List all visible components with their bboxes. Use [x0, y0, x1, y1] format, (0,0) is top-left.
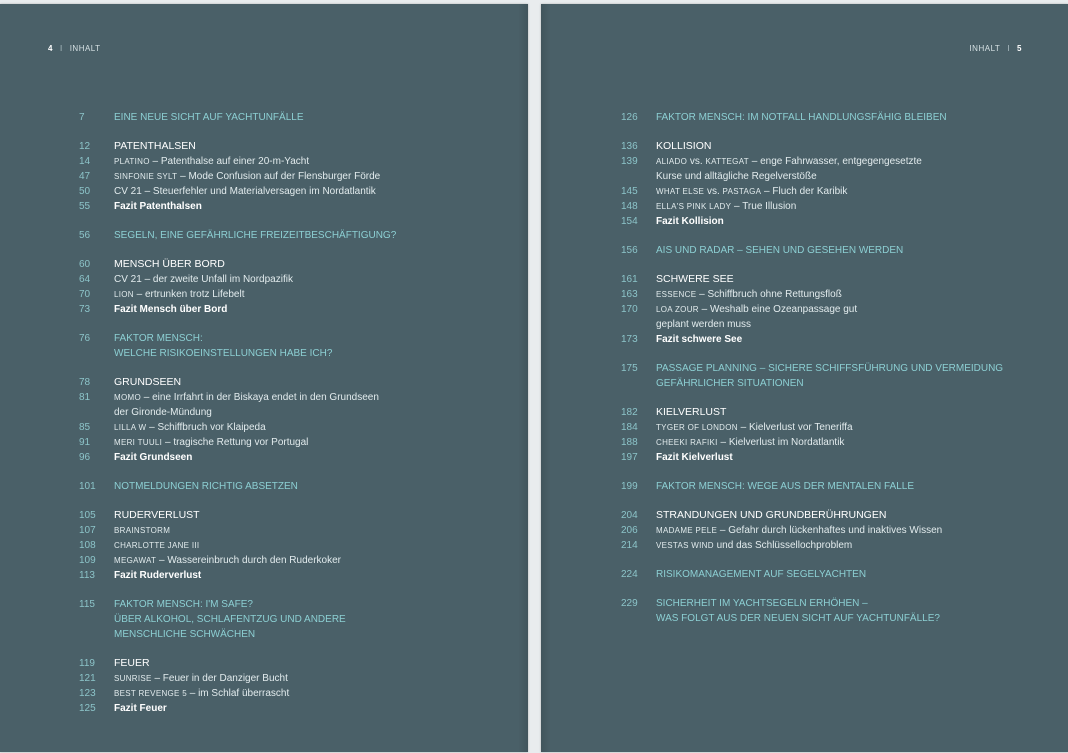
toc-entry-text: Fazit Ruderverlust [114, 570, 202, 581]
toc-entry-text: Kurse und alltägliche Regelverstöße [656, 171, 817, 182]
toc-entry-text: Fazit Patenthalsen [114, 201, 202, 212]
entry-description: – Mode Confusion auf der Flensburger Förde [177, 171, 381, 182]
toc-section-continuation[interactable] [621, 376, 1041, 391]
page-number: 4 [48, 44, 53, 53]
toc-major-section[interactable] [621, 596, 1041, 611]
entry-description: – Wassereinbruch durch den Ruderkoker [156, 555, 341, 566]
toc-page-number: 170 [621, 304, 638, 315]
toc-page-number: 199 [621, 481, 638, 492]
entry-description: CV 21 – Steuerfehler und Materialversagen im Nordatlantik [114, 186, 376, 197]
toc-page-number: 47 [79, 171, 91, 182]
table-of-contents [621, 110, 1041, 626]
entry-description: – Kielverlust im Nordatlantik [717, 437, 845, 448]
toc-entry-text: KIELVERLUST [656, 406, 727, 418]
toc-case-entry[interactable] [621, 420, 1041, 435]
right-page [541, 4, 1068, 752]
toc-entry-text [656, 420, 853, 435]
toc-page-number: 76 [79, 333, 91, 344]
toc-case-entry[interactable] [79, 553, 499, 568]
toc-entry-text: AIS UND RADAR – SEHEN UND GESEHEN WERDEN [656, 245, 904, 256]
toc-entry-text: FEUER [114, 657, 150, 669]
toc-chapter-heading[interactable] [621, 272, 1041, 287]
toc-chapter-heading[interactable] [621, 139, 1041, 154]
toc-page-number: 126 [621, 112, 638, 123]
toc-page-number: 73 [79, 304, 91, 315]
yacht-name: MADAME PELE [656, 526, 718, 535]
table-of-contents [79, 110, 499, 716]
yacht-name: WHAT ELSE [656, 187, 705, 196]
toc-entry-text: MENSCH ÜBER BORD [114, 258, 225, 270]
toc-entry-text: FAKTOR MENSCH: [114, 333, 203, 344]
section-gap [621, 229, 1041, 243]
yacht-name: ESSENCE [656, 290, 697, 299]
toc-entry-text [656, 523, 942, 538]
spine-shadow [518, 4, 528, 752]
toc-page-number: 64 [79, 274, 91, 285]
toc-page-number: 214 [621, 540, 638, 551]
toc-page-number: 184 [621, 422, 638, 433]
toc-chapter-heading[interactable] [79, 508, 499, 523]
toc-case-entry[interactable] [79, 420, 499, 435]
section-gap [79, 642, 499, 656]
section-gap [621, 553, 1041, 567]
toc-page-number: 173 [621, 334, 638, 345]
yacht-name: MOMO [114, 393, 141, 402]
toc-entry-text: NOTMELDUNGEN RICHTIG ABSETZEN [114, 481, 298, 492]
toc-page-number: 12 [79, 141, 91, 152]
toc-entry-text: Fazit schwere See [656, 334, 743, 345]
yacht-name: LILLA W [114, 423, 147, 432]
yacht-name: LOA ZOUR [656, 305, 699, 314]
entry-description: CV 21 – der zweite Unfall im Nordpazifik [114, 274, 293, 285]
entry-description: – Fluch der Karibik [761, 186, 848, 197]
header-separator: I [59, 44, 63, 53]
toc-page-number: 115 [79, 599, 95, 610]
entry-description: – Feuer in der Danziger Bucht [151, 673, 288, 684]
yacht-name: KATTEGAT [705, 157, 749, 166]
toc-summary-entry[interactable] [79, 199, 499, 214]
yacht-name: LION [114, 290, 134, 299]
toc-page-number: 55 [79, 201, 91, 212]
toc-summary-entry[interactable] [621, 450, 1041, 465]
toc-continuation-line[interactable] [621, 317, 1041, 332]
toc-major-section[interactable] [79, 479, 499, 494]
page-header [48, 44, 101, 53]
page-header [969, 44, 1022, 53]
toc-major-section[interactable] [621, 361, 1041, 376]
toc-entry-text: PATENTHALSEN [114, 140, 196, 152]
toc-case-entry[interactable] [79, 671, 499, 686]
entry-description: – tragische Rettung vor Portugal [162, 437, 309, 448]
toc-case-entry[interactable] [79, 154, 499, 169]
yacht-name: BEST REVENGE 5 [114, 689, 187, 698]
toc-page-number: 121 [79, 673, 96, 684]
toc-major-section[interactable] [621, 243, 1041, 258]
section-gap [621, 582, 1041, 596]
toc-section-continuation[interactable] [79, 346, 499, 361]
section-gap [79, 125, 499, 139]
toc-entry-text [114, 538, 199, 553]
toc-page-number: 101 [79, 481, 96, 492]
toc-entry-text [656, 199, 796, 214]
toc-page-number: 81 [79, 392, 91, 403]
entry-description: – Schiffbruch ohne Rettungsfloß [696, 289, 842, 300]
page-number: 5 [1017, 44, 1022, 53]
toc-case-entry[interactable] [79, 686, 499, 701]
section-gap [79, 494, 499, 508]
toc-case-entry[interactable] [621, 184, 1041, 199]
toc-entry-text: Fazit Kollision [656, 216, 724, 227]
entry-description: – Kielverlust vor Teneriffa [737, 422, 853, 433]
section-gap [621, 494, 1041, 508]
toc-case-entry[interactable] [621, 523, 1041, 538]
left-page [0, 4, 528, 752]
toc-chapter-heading[interactable] [79, 375, 499, 390]
toc-section-continuation[interactable] [621, 611, 1041, 626]
toc-case-entry[interactable] [621, 302, 1041, 317]
section-gap [79, 583, 499, 597]
toc-entry-text: SEGELN, EINE GEFÄHRLICHE FREIZEITBESCHÄFTIGUNG? [114, 230, 397, 241]
toc-case-entry[interactable] [79, 287, 499, 302]
toc-page-number: 109 [79, 555, 96, 566]
toc-summary-entry[interactable] [79, 568, 499, 583]
toc-page-number: 85 [79, 422, 91, 433]
toc-entry-text [114, 272, 293, 287]
toc-entry-text [114, 435, 308, 450]
toc-entry-text: STRANDUNGEN UND GRUNDBERÜHRUNGEN [656, 509, 887, 521]
toc-page-number: 175 [621, 363, 638, 374]
yacht-name: PLATINO [114, 157, 150, 166]
yacht-name: SINFONIE SYLT [114, 172, 178, 181]
entry-description: – ertrunken trotz Lifebelt [133, 289, 245, 300]
toc-chapter-heading[interactable] [79, 139, 499, 154]
toc-case-entry[interactable] [621, 154, 1041, 169]
toc-entry-text [114, 671, 288, 686]
toc-page-number: 14 [79, 156, 91, 167]
toc-entry-text [656, 287, 842, 302]
toc-page-number: 50 [79, 186, 91, 197]
yacht-name: BRAINSTORM [114, 526, 171, 535]
toc-entry-text [656, 184, 847, 199]
entry-description: und das Schlüssellochproblem [713, 540, 853, 551]
toc-continuation-line[interactable] [621, 169, 1041, 184]
toc-case-entry[interactable] [79, 435, 499, 450]
toc-page-number: 105 [79, 510, 96, 521]
toc-page-number: 70 [79, 289, 91, 300]
toc-page-number: 123 [79, 688, 96, 699]
yacht-name: ELLA'S PINK LADY [656, 202, 732, 211]
toc-case-entry[interactable] [621, 435, 1041, 450]
entry-description: vs. [687, 156, 706, 167]
toc-entry-text: GRUNDSEEN [114, 376, 182, 388]
toc-case-entry[interactable] [621, 287, 1041, 302]
header-section-title: INHALT [969, 44, 1001, 53]
toc-case-entry[interactable] [79, 272, 499, 287]
section-gap [621, 258, 1041, 272]
entry-description: – Gefahr durch lückenhaftes und inaktives Wissen [717, 525, 943, 536]
toc-entry-text: Fazit Grundseen [114, 452, 193, 463]
toc-entry-text [114, 154, 309, 169]
entry-description: – enge Fahrwasser, entgegengesetzte [748, 156, 922, 167]
header-separator: I [1007, 44, 1011, 53]
toc-page-number: 197 [621, 452, 638, 463]
toc-summary-entry[interactable] [79, 302, 499, 317]
toc-entry-text: Fazit Kielverlust [656, 452, 733, 463]
entry-description: vs. [704, 186, 723, 197]
entry-description: – Patenthalse auf einer 20-m-Yacht [149, 156, 310, 167]
toc-page-number: 136 [621, 141, 638, 152]
entry-description: – Schiffbruch vor Klaipeda [146, 422, 266, 433]
toc-major-section[interactable] [79, 331, 499, 346]
toc-page-number: 78 [79, 377, 91, 388]
yacht-name: VESTAS WIND [656, 541, 714, 550]
toc-entry-text [114, 390, 379, 405]
toc-page-number: 188 [621, 437, 638, 448]
toc-page-number: 125 [79, 703, 96, 714]
section-gap [79, 214, 499, 228]
toc-chapter-heading[interactable] [621, 508, 1041, 523]
toc-page-number: 60 [79, 259, 91, 270]
toc-page-number: 7 [79, 112, 85, 123]
toc-page-number: 161 [621, 274, 638, 285]
toc-entry-text: Fazit Mensch über Bord [114, 304, 228, 315]
section-gap [79, 361, 499, 375]
yacht-name: TYGER OF LONDON [656, 423, 738, 432]
toc-entry-text: WAS FOLGT AUS DER NEUEN SICHT AUF YACHTUNFÄLLE? [656, 613, 940, 624]
toc-page-number: 119 [79, 658, 95, 669]
section-gap [79, 465, 499, 479]
toc-page-number: 91 [79, 437, 91, 448]
section-gap [621, 125, 1041, 139]
toc-page-number: 224 [621, 569, 638, 580]
toc-section-continuation[interactable] [79, 627, 499, 642]
toc-entry-text: PASSAGE PLANNING – SICHERE SCHIFFSFÜHRUNG UND VERMEIDUNG [656, 363, 1004, 374]
toc-chapter-heading[interactable] [79, 656, 499, 671]
toc-entry-text [114, 184, 376, 199]
toc-entry-text [114, 523, 170, 538]
toc-entry-text: geplant werden muss [656, 319, 752, 330]
toc-entry-text: FAKTOR MENSCH: IM NOTFALL HANDLUNGSFÄHIG BLEIBEN [656, 112, 947, 123]
toc-entry-text [114, 169, 380, 184]
toc-major-section[interactable] [621, 567, 1041, 582]
toc-page-number: 108 [79, 540, 96, 551]
toc-entry-text: SCHWERE SEE [656, 273, 734, 285]
entry-description: – im Schlaf überrascht [186, 688, 290, 699]
toc-page-number: 163 [621, 289, 638, 300]
toc-entry-text: RISIKOMANAGEMENT AUF SEGELYACHTEN [656, 569, 867, 580]
toc-entry-text [656, 538, 852, 553]
toc-summary-entry[interactable] [79, 450, 499, 465]
section-gap [79, 243, 499, 257]
toc-entry-text [656, 302, 857, 317]
entry-description: – Weshalb eine Ozeanpassage gut [698, 304, 858, 315]
toc-major-section[interactable] [621, 479, 1041, 494]
toc-entry-text: Fazit Feuer [114, 703, 167, 714]
yacht-name: PASTAGA [722, 187, 762, 196]
toc-entry-text [656, 154, 922, 169]
toc-case-entry[interactable] [621, 199, 1041, 214]
toc-page-number: 145 [621, 186, 638, 197]
toc-case-entry[interactable] [79, 184, 499, 199]
toc-entry-text [656, 435, 844, 450]
yacht-name: CHARLOTTE JANE III [114, 541, 200, 550]
toc-chapter-heading[interactable] [621, 405, 1041, 420]
entry-description: – eine Irrfahrt in der Biskaya endet in den Grundseen [140, 392, 379, 403]
toc-continuation-line[interactable] [79, 405, 499, 420]
toc-page-number: 204 [621, 510, 638, 521]
toc-page-number: 96 [79, 452, 91, 463]
toc-page-number: 182 [621, 407, 638, 418]
yacht-name: MEGAWAT [114, 556, 157, 565]
toc-entry-text: ÜBER ALKOHOL, SCHLAFENTZUG UND ANDERE [114, 614, 346, 625]
toc-chapter-heading[interactable] [79, 257, 499, 272]
spine-shadow [541, 4, 551, 752]
section-gap [621, 391, 1041, 405]
header-section-title: INHALT [69, 44, 101, 53]
toc-case-entry[interactable] [79, 390, 499, 405]
entry-description: – True Illusion [731, 201, 797, 212]
toc-major-section[interactable] [79, 597, 499, 612]
yacht-name: ALIADO [656, 157, 688, 166]
toc-case-entry[interactable] [79, 169, 499, 184]
toc-entry-text [114, 287, 245, 302]
toc-entry-text: SICHERHEIT IM YACHTSEGELN ERHÖHEN – [656, 598, 868, 609]
toc-entry-text: GEFÄHRLICHER SITUATIONEN [656, 378, 804, 389]
toc-entry-text [114, 686, 289, 701]
toc-page-number: 148 [621, 201, 638, 212]
toc-page-number: 139 [621, 156, 638, 167]
toc-case-entry[interactable] [79, 523, 499, 538]
toc-major-section[interactable] [79, 110, 499, 125]
yacht-name: SUNRISE [114, 674, 152, 683]
toc-case-entry[interactable] [621, 538, 1041, 553]
toc-summary-entry[interactable] [79, 701, 499, 716]
toc-page-number: 229 [621, 598, 638, 609]
toc-summary-entry[interactable] [621, 214, 1041, 229]
toc-major-section[interactable] [79, 228, 499, 243]
toc-entry-text: der Gironde-Mündung [114, 407, 212, 418]
section-gap [621, 347, 1041, 361]
toc-case-entry[interactable] [79, 538, 499, 553]
yacht-name: MERI TUULI [114, 438, 163, 447]
toc-summary-entry[interactable] [621, 332, 1041, 347]
toc-page-number: 156 [621, 245, 638, 256]
toc-entry-text [114, 420, 266, 435]
toc-page-number: 154 [621, 216, 638, 227]
toc-entry-text: WELCHE RISIKOEINSTELLUNGEN HABE ICH? [114, 348, 333, 359]
toc-page-number: 113 [79, 570, 95, 581]
toc-entry-text: EINE NEUE SICHT AUF YACHTUNFÄLLE [114, 112, 304, 123]
toc-page-number: 107 [79, 525, 96, 536]
toc-entry-text: KOLLISION [656, 140, 712, 152]
toc-entry-text: FAKTOR MENSCH: WEGE AUS DER MENTALEN FALLE [656, 481, 915, 492]
toc-entry-text: FAKTOR MENSCH: I'M SAFE? [114, 599, 253, 610]
toc-major-section[interactable] [621, 110, 1041, 125]
toc-page-number: 206 [621, 525, 638, 536]
toc-entry-text [114, 553, 341, 568]
section-gap [621, 465, 1041, 479]
section-gap [79, 317, 499, 331]
toc-page-number: 56 [79, 230, 91, 241]
toc-entry-text: RUDERVERLUST [114, 509, 200, 521]
toc-section-continuation[interactable] [79, 612, 499, 627]
toc-entry-text: MENSCHLICHE SCHWÄCHEN [114, 629, 256, 640]
yacht-name: CHEEKI RAFIKI [656, 438, 718, 447]
